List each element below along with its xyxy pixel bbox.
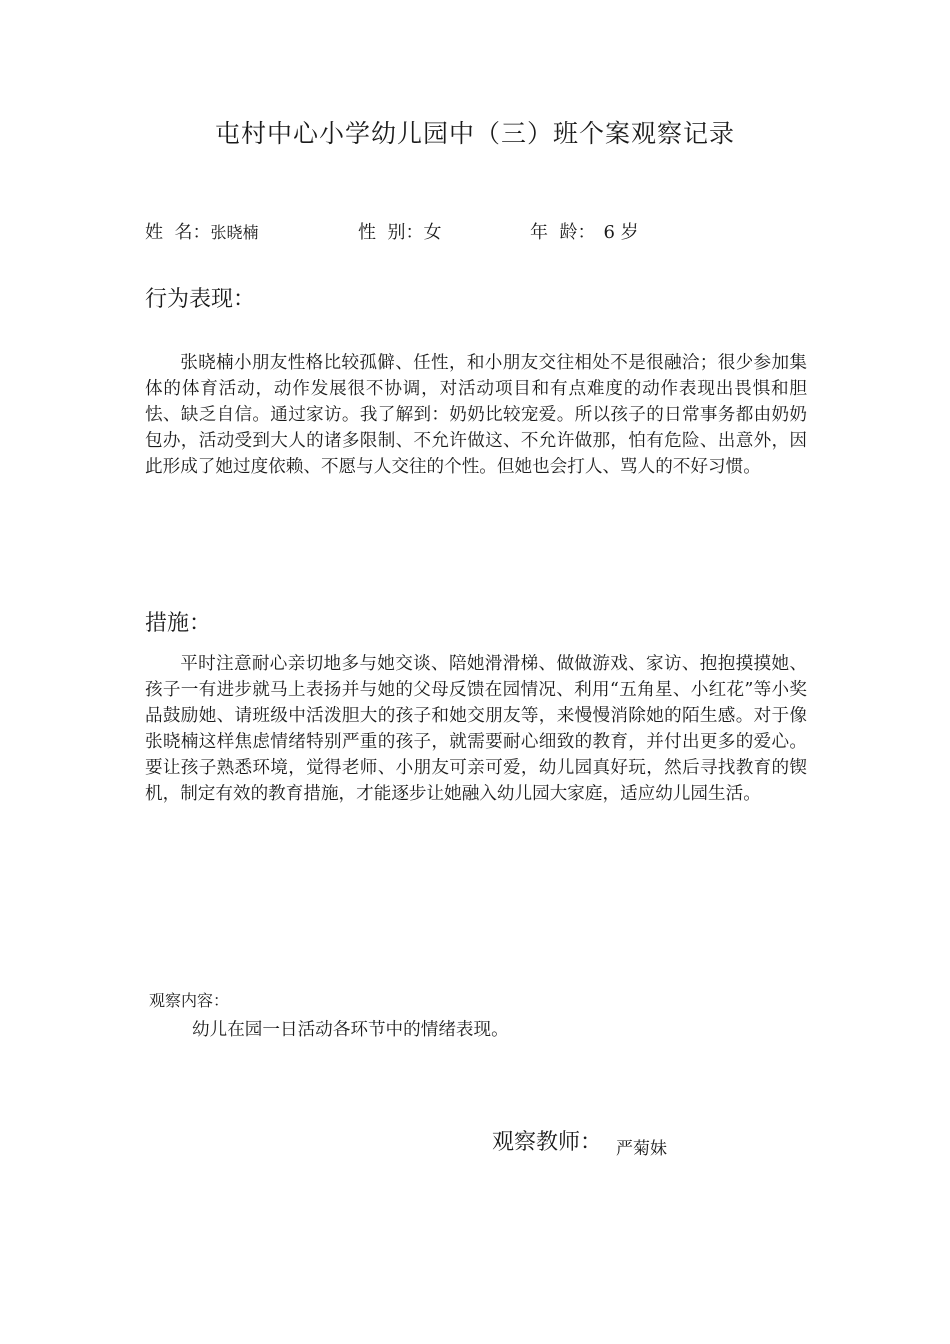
observation-label: 观察内容： [149, 991, 230, 1010]
age-value: 6 岁 [603, 222, 639, 243]
age-field [530, 218, 639, 244]
behavior-heading: 行为表现： [145, 287, 256, 312]
name-value: 张晓楠 [210, 223, 259, 242]
measures-heading: 措施： [145, 611, 212, 636]
gender-value: 女 [423, 222, 442, 243]
behavior-paragraph: 张晓楠小朋友性格比较孤僻、任性，和小朋友交往相处不是很融洽；很少参加集体的体育活动，动作发展很不协调，对活动项目和有点难度的动作表现出畏惧和胆怯、缺乏自信。通过家访。我了解到：奶奶比较宠爱。所以孩子的日常事务都由奶奶包办，活动受到大人的诸多限制、不允许做这、不允许做那，怕有危险、出意外，因此形成了她过度依赖、不愿与人交往的个性。但她也会打人、骂人的不好习惯。 [145, 353, 807, 477]
teacher-name: 严菊妹 [616, 1139, 667, 1159]
gender-field [358, 218, 441, 244]
page-title: 屯村中心小学幼儿园中（三）班个案观察记录 [214, 119, 735, 148]
gender-label: 性 别： [358, 222, 424, 243]
measures-paragraph: 平时注意耐心亲切地多与她交谈、陪她滑滑梯、做做游戏、家访、抱抱摸摸她、孩子一有进步就马上表扬并与她的父母反馈在园情况、利用“五角星、小红花”等小奖品鼓励她、请班级中活泼胆大的孩子和她交朋友等，来慢慢消除她的陌生感。对于像张晓楠这样焦虑情绪特别严重的孩子，就需要耐心细致的教育，并付出更多的爱心。要让孩子熟悉环境，觉得老师、小朋友可亲可爱，幼儿园真好玩，然后寻找教育的锲机，制定有效的教育措施，才能逐步让她融入幼儿园大家庭，适应幼儿园生活。 [145, 654, 807, 804]
age-label: 年 龄： [530, 222, 596, 243]
observation-text: 幼儿在园一日活动各环节中的情绪表现。 [192, 1020, 509, 1040]
name-field [145, 218, 258, 244]
teacher-label: 观察教师： [492, 1130, 603, 1155]
name-label: 姓 名： [145, 222, 211, 243]
